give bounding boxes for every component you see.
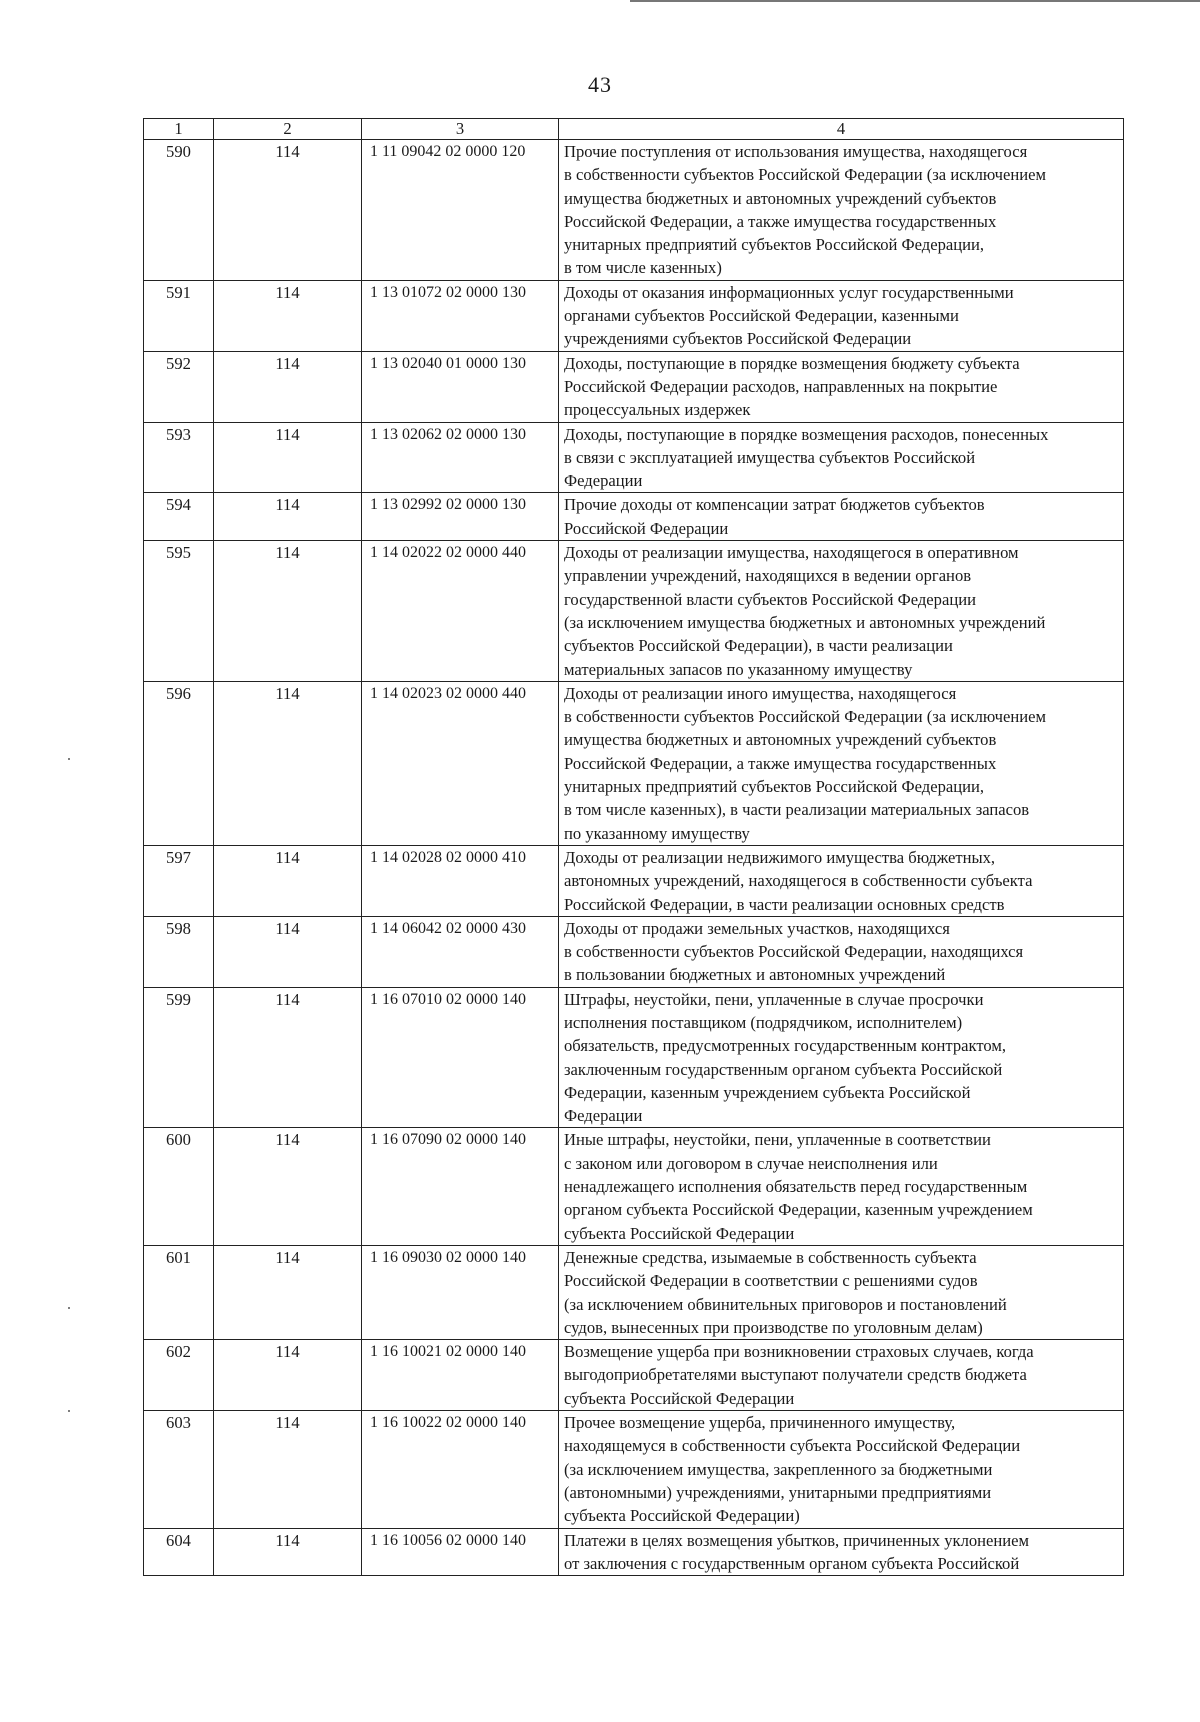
description-line: Доходы, поступающие в порядке возмещения бюджету субъекта	[564, 353, 1020, 373]
description-line: процессуальных издержек	[564, 400, 751, 420]
revenue-code-cell: 1 16 10021 02 0000 140	[362, 1340, 559, 1411]
row-number-cell: 601	[144, 1245, 214, 1339]
table-row	[144, 1128, 1124, 1245]
description-line: Прочие доходы от компенсации затрат бюджетов субъектов	[564, 495, 985, 515]
description-line: Платежи в целях возмещения убытков, причиненных уклонением	[564, 1530, 1030, 1550]
description-line: в том числе казенных)	[564, 258, 722, 278]
header-col-3: 3	[362, 119, 559, 140]
description-line: Российской Федерации	[564, 518, 729, 538]
description-line: субъекта Российской Федерации)	[564, 1506, 800, 1526]
table-row	[144, 1411, 1124, 1528]
admin-code-cell: 114	[214, 351, 362, 422]
description-line: ненадлежащего исполнения обязательств перед государственным	[564, 1177, 1028, 1197]
description-cell	[559, 1128, 1124, 1245]
revenue-codes-table	[143, 118, 1124, 1576]
description-line: в собственности субъектов Российской Федерации, находящихся	[564, 942, 1024, 962]
description-line: Доходы, поступающие в порядке возмещения расходов, понесенных	[564, 424, 1049, 444]
description-cell	[559, 1528, 1124, 1576]
description-line: в собственности субъектов Российской Федерации (за исключением	[564, 707, 1047, 727]
row-number-cell: 590	[144, 140, 214, 281]
row-number-cell: 600	[144, 1128, 214, 1245]
description-line: унитарных предприятий субъектов Российской Федерации,	[564, 235, 985, 255]
description-line: субъекта Российской Федерации	[564, 1223, 795, 1243]
row-number-cell: 603	[144, 1411, 214, 1528]
description-cell	[559, 493, 1124, 541]
table-row	[144, 541, 1124, 682]
row-number-cell: 595	[144, 541, 214, 682]
admin-code-cell: 114	[214, 493, 362, 541]
description-line: автономных учреждений, находящегося в собственности субъекта	[564, 871, 1033, 891]
table-row	[144, 140, 1124, 281]
row-number-cell: 598	[144, 916, 214, 987]
description-line: управлении учреждений, находящихся в ведении органов	[564, 566, 972, 586]
table-row	[144, 1245, 1124, 1339]
revenue-codes-table-container	[143, 118, 1123, 1576]
revenue-code-cell: 1 16 10056 02 0000 140	[362, 1528, 559, 1576]
admin-code-cell: 114	[214, 280, 362, 351]
description-line: заключенным государственным органом субъекта Российской	[564, 1059, 1003, 1079]
row-number-cell: 596	[144, 681, 214, 845]
admin-code-cell: 114	[214, 140, 362, 281]
header-col-2: 2	[214, 119, 362, 140]
description-line: Иные штрафы, неустойки, пени, уплаченные в соответствии	[564, 1130, 991, 1150]
description-cell	[559, 541, 1124, 682]
revenue-code-cell: 1 13 02992 02 0000 130	[362, 493, 559, 541]
description-line: Доходы от продажи земельных участков, находящихся	[564, 918, 950, 938]
description-line: имущества бюджетных и автономных учреждений субъектов	[564, 730, 997, 750]
description-line: Возмещение ущерба при возникновении страховых случаев, когда	[564, 1342, 1034, 1362]
revenue-code-cell: 1 11 09042 02 0000 120	[362, 140, 559, 281]
description-line: находящемуся в собственности субъекта Российской Федерации	[564, 1436, 1021, 1456]
admin-code-cell: 114	[214, 845, 362, 916]
revenue-code-cell: 1 14 02022 02 0000 440	[362, 541, 559, 682]
description-line: Федерации	[564, 471, 643, 491]
description-line: (автономными) учреждениями, унитарными предприятиями	[564, 1482, 992, 1502]
page-number: 43	[588, 72, 612, 97]
description-line: обязательств, предусмотренных государственным контрактом,	[564, 1036, 1007, 1056]
row-number-cell: 591	[144, 280, 214, 351]
description-cell	[559, 280, 1124, 351]
table-row	[144, 1340, 1124, 1411]
description-line: Прочие поступления от использования имущества, находящегося	[564, 142, 1028, 161]
row-number-cell: 597	[144, 845, 214, 916]
table-row	[144, 422, 1124, 493]
description-line: выгодоприобретателями выступают получатели средств бюджета	[564, 1365, 1027, 1385]
description-line: Денежные средства, изымаемые в собственность субъекта	[564, 1247, 977, 1267]
revenue-code-cell: 1 16 07090 02 0000 140	[362, 1128, 559, 1245]
scan-top-edge	[630, 0, 1200, 2]
description-cell	[559, 845, 1124, 916]
revenue-code-cell: 1 13 02040 01 0000 130	[362, 351, 559, 422]
table-row	[144, 1528, 1124, 1576]
table-row	[144, 280, 1124, 351]
description-line: органами субъектов Российской Федерации, казенными	[564, 306, 959, 326]
table-row	[144, 845, 1124, 916]
description-cell	[559, 422, 1124, 493]
description-line: Доходы от реализации имущества, находящегося в оперативном	[564, 543, 1019, 563]
description-cell	[559, 987, 1124, 1128]
description-line: судов, вынесенных при производстве по уголовным делам)	[564, 1317, 983, 1337]
revenue-code-cell: 1 16 09030 02 0000 140	[362, 1245, 559, 1339]
row-number-cell: 602	[144, 1340, 214, 1411]
revenue-code-cell: 1 16 07010 02 0000 140	[362, 987, 559, 1128]
table-row	[144, 681, 1124, 845]
description-cell	[559, 681, 1124, 845]
admin-code-cell: 114	[214, 681, 362, 845]
description-cell	[559, 1411, 1124, 1528]
revenue-code-cell: 1 14 02023 02 0000 440	[362, 681, 559, 845]
row-number-cell: 593	[144, 422, 214, 493]
admin-code-cell: 114	[214, 541, 362, 682]
description-line: по указанному имуществу	[564, 823, 750, 843]
revenue-code-cell: 1 13 02062 02 0000 130	[362, 422, 559, 493]
description-line: Российской Федерации, а также имущества государственных	[564, 211, 997, 231]
description-line: Российской Федерации в соответствии с решениями судов	[564, 1271, 978, 1291]
description-line: в связи с эксплуатацией имущества субъектов Российской	[564, 447, 976, 467]
description-line: в том числе казенных), в части реализации материальных запасов	[564, 800, 1030, 820]
admin-code-cell: 114	[214, 1340, 362, 1411]
description-cell	[559, 140, 1124, 281]
description-line: Российской Федерации, в части реализации основных средств	[564, 894, 1005, 914]
revenue-code-cell: 1 14 06042 02 0000 430	[362, 916, 559, 987]
row-number-cell: 604	[144, 1528, 214, 1576]
description-cell	[559, 1340, 1124, 1411]
description-line: (за исключением обвинительных приговоров и постановлений	[564, 1294, 1007, 1314]
scan-speck	[68, 758, 70, 760]
description-line: органом субъекта Российской Федерации, казенным учреждением	[564, 1200, 1033, 1220]
description-line: Федерации	[564, 1106, 643, 1126]
description-line: субъектов Российской Федерации), в части реализации	[564, 636, 953, 656]
table-body	[144, 140, 1124, 1576]
header-col-4: 4	[559, 119, 1124, 140]
table-row	[144, 987, 1124, 1128]
description-cell	[559, 1245, 1124, 1339]
description-line: Доходы от реализации иного имущества, находящегося	[564, 683, 957, 703]
header-col-1: 1	[144, 119, 214, 140]
description-line: (за исключением имущества бюджетных и автономных учреждений	[564, 612, 1046, 632]
scan-speck	[68, 1410, 70, 1412]
description-line: в собственности субъектов Российской Федерации (за исключением	[564, 165, 1047, 185]
description-line: (за исключением имущества, закрепленного за бюджетными	[564, 1459, 993, 1479]
revenue-code-cell: 1 13 01072 02 0000 130	[362, 280, 559, 351]
admin-code-cell: 114	[214, 1411, 362, 1528]
admin-code-cell: 114	[214, 916, 362, 987]
revenue-code-cell: 1 16 10022 02 0000 140	[362, 1411, 559, 1528]
admin-code-cell: 114	[214, 1528, 362, 1576]
scan-speck	[68, 1307, 70, 1309]
description-line: материальных запасов по указанному имуществу	[564, 659, 913, 679]
table-row	[144, 916, 1124, 987]
description-line: от заключения с государственным органом субъекта Российской	[564, 1553, 1020, 1573]
description-line: Федерации, казенным учреждением субъекта Российской	[564, 1082, 971, 1102]
description-line: имущества бюджетных и автономных учреждений субъектов	[564, 188, 997, 208]
description-line: унитарных предприятий субъектов Российской Федерации,	[564, 777, 985, 797]
description-line: учреждениями субъектов Российской Федерации	[564, 329, 912, 349]
description-line: с законом или договором в случае неисполнения или	[564, 1153, 938, 1173]
description-line: в пользовании бюджетных и автономных учреждений	[564, 965, 946, 985]
table-row	[144, 351, 1124, 422]
row-number-cell: 599	[144, 987, 214, 1128]
description-line: Штрафы, неустойки, пени, уплаченные в случае просрочки	[564, 989, 984, 1009]
admin-code-cell: 114	[214, 987, 362, 1128]
row-number-cell: 594	[144, 493, 214, 541]
description-line: государственной власти субъектов Российской Федерации	[564, 589, 976, 609]
revenue-code-cell: 1 14 02028 02 0000 410	[362, 845, 559, 916]
description-line: Прочее возмещение ущерба, причиненного имуществу,	[564, 1413, 956, 1433]
admin-code-cell: 114	[214, 1245, 362, 1339]
description-cell	[559, 916, 1124, 987]
admin-code-cell: 114	[214, 1128, 362, 1245]
description-line: субъекта Российской Федерации	[564, 1388, 795, 1408]
description-line: Российской Федерации, а также имущества государственных	[564, 753, 997, 773]
row-number-cell: 592	[144, 351, 214, 422]
description-line: Российской Федерации расходов, направленных на покрытие	[564, 376, 998, 396]
description-line: Доходы от реализации недвижимого имущества бюджетных,	[564, 847, 996, 867]
table-header-row	[144, 119, 1124, 140]
description-line: Доходы от оказания информационных услуг государственными	[564, 282, 1014, 302]
table-row	[144, 493, 1124, 541]
description-line: исполнения поставщиком (подрядчиком, исполнителем)	[564, 1012, 963, 1032]
description-cell	[559, 351, 1124, 422]
admin-code-cell: 114	[214, 422, 362, 493]
